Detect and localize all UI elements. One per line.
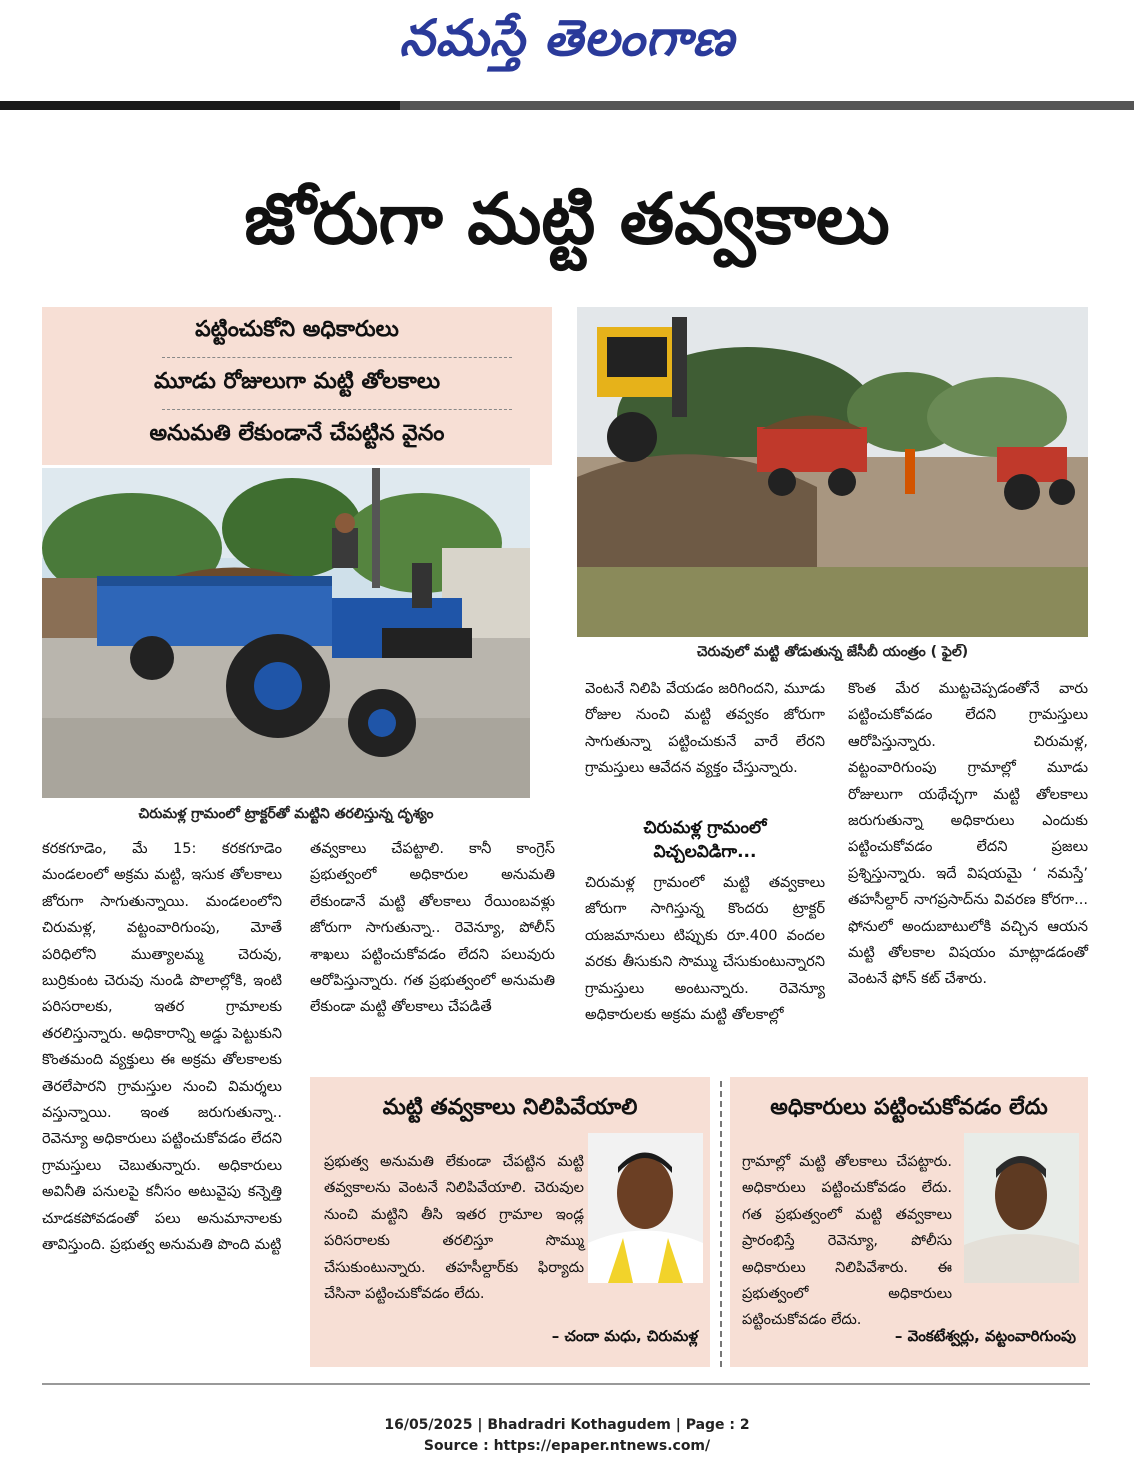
quote-box-2 (730, 1077, 1088, 1367)
subhead-1: పట్టించుకోని అధికారులు (195, 317, 399, 342)
subhead-divider (162, 409, 512, 410)
quote-text-1: ప్రభుత్వ అనుమతి లేకుండా చేపట్టిన మట్టి తవ్వకాలను వెంటనే నిలిపివేయాలి. చెరువుల నుంచి మట్టిని తీసి ఇతర గ్రామాల ఇండ్ల పరిసరాలకు తరలిస్తూ సొమ్ము చేసుకుంటున్నారు. తహసీల్దార్‌కు ఫిర్యాదు చేసినా పట్టించుకోవడం లేదు. (324, 1153, 584, 1303)
column-subheading-line-2: విచ్చలవిడిగా... (653, 842, 757, 862)
article-column-1: కరకగూడెం, మే 15: కరకగూడెం మండలంలో అక్రమ మట్టి, ఇసుక తోలకాలు జోరుగా సాగుతున్నాయి. మండలంలోని చిరుమళ్ల, వట్టంవారిగుంపు, మోతే పరిధిలోని ముత్యాలమ్మ చెరువు, బుర్రికుంట చెరువు నుండి పొలాల్లోకి, ఇంటి పరిసరాలకు, ఇతర గ్రామాలకు తరలిస్తున్నారు. అధికారాన్ని అడ్డు పెట్టుకుని కొంతమంది వ్యక్తులు ఈ అక్రమ తోలకాలకు తెరలేపారని గ్రామస్తుల నుంచి విమర్శలు వస్తున్నాయి. ఇంత జరుగుతున్నా.. రెవెన్యూ అధికారులు పట్టించుకోవడం లేదని గ్రామస్తులు చెబుతున్నారు. అధికారులు అవినీతి పనులపై కనీసం అటువైపు కన్నెత్తి చూడకపోవడంతో పలు అనుమానాలకు తావిస్తుంది. ప్రభుత్వ అనుమతి పొంది మట్టి (42, 840, 282, 1254)
quote-heading-1: మట్టి తవ్వకాలు నిలిపివేయాలి (382, 1095, 638, 1120)
subhead-2: మూడు రోజులుగా మట్టి తోలకాలు (153, 369, 441, 394)
masthead-rule-dark (0, 101, 400, 110)
column-subheading-line-1: చిరుమళ్ల గ్రామంలో (643, 818, 767, 838)
subhead-box (42, 307, 552, 465)
article-column-3a: వెంటనే నిలిపి వేయడం జరిగిందని, మూడు రోజుల నుంచి మట్టి తవ్వకం జోరుగా సాగుతున్నా పట్టించుకునే వారే లేరని గ్రామస్తులు ఆవేదన వ్యక్తం చేస్తున్నారు. (585, 680, 825, 777)
article-column-2: తవ్వకాలు చేపట్టాలి. కానీ కాంగ్రెస్ ప్రభుత్వంలో అధికారుల అనుమతి లేకుండానే మట్టి తోలకాలు రేయింబవళ్లు జోరుగా సాగుతున్నా.. రెవెన్యూ, పోలీస్ శాఖలు పట్టించుకోవడం లేదని పలువురు ఆరోపిస్తున్నారు. గత ప్రభుత్వంలో అనుమతి లేకుండా మట్టి తోలకాలు చేపడితే (310, 840, 555, 1016)
column-subheading (585, 816, 825, 864)
jcb-photo (577, 307, 1088, 637)
photo-caption-left: చిరుమళ్ల గ్రామంలో ట్రాక్టర్‌తో మట్టిని తరలిస్తున్న దృశ్యం (138, 806, 434, 822)
quote-divider (720, 1081, 722, 1367)
headline: జోరుగా మట్టి తవ్వకాలు (244, 178, 890, 260)
quote-signature-2: – వెంకటేశ్వర్లు, వట్టంవారిగుంపు (894, 1327, 1076, 1345)
quote-box-1 (310, 1077, 710, 1367)
article-column-3b: చిరుమళ్ల గ్రామంలో మట్టి తవ్వకాలు జోరుగా సాగిస్తున్న కొందరు ట్రాక్టర్ యజమానులు టిప్పుకు రూ.400 వందల వరకు తీసుకుని సొమ్ము చేసుకుంటున్నారని గ్రామస్తులు అంటున్నారు. రెవెన్యూ అధికారులకు అక్రమ మట్టి తోలకాల్లో (585, 874, 825, 1024)
article-column-4: కొంత మేర ముట్టచెప్పడంతోనే వారు పట్టించుకోవడం లేదని గ్రామస్తులు ఆరోపిస్తున్నారు. చిరుమళ్ల, వట్టంవారిగుంపు గ్రామాల్లో మూడు రోజులుగా యథేచ్ఛగా మట్టి తోలకాలు జరుగుతున్నా అధికారులు ఎందుకు పట్టించుకోవడం లేదని ప్రజలు ప్రశ్నిస్తున్నారు. ఇదే విషయమై ‘ నమస్తే’ తహసీల్దార్ నాగప్రసాద్‌ను వివరణ కోరగా... ఫోనులో అందుబాటులోకి వచ్చిన ఆయన మట్టి తోలకాల విషయం మాట్లాడడంతో వెంటనే ఫోన్ కట్ చేశారు. (848, 680, 1088, 988)
masthead (0, 0, 1134, 100)
tractor-photo (42, 468, 530, 798)
subhead-3: అనుమతి లేకుండానే చేపట్టిన వైనం (149, 421, 445, 446)
quote-signature-1: – చందా మధు, చిరుమళ్ల (551, 1327, 698, 1345)
photo-caption-right: చెరువులో మట్టి తోడుతున్న జేసీబీ యంత్రం ( ఫైల్) (696, 644, 969, 660)
person-photo-1 (588, 1133, 703, 1283)
person-photo-2 (964, 1133, 1079, 1283)
subhead-divider (162, 357, 512, 358)
masthead-rule-grey (400, 101, 1134, 110)
footer-source[interactable]: Source : https://epaper.ntnews.com/ (423, 1438, 711, 1454)
quote-heading-2: అధికారులు పట్టించుకోవడం లేదు (770, 1095, 1048, 1120)
footer-dateline: 16/05/2025 | Bhadradri Kothagudem | Page : 2 (384, 1417, 750, 1433)
newspaper-logo: నమస్తే తెలంగాణ (399, 8, 735, 67)
footer-rule (42, 1383, 1090, 1385)
quote-text-2: గ్రామాల్లో మట్టి తోలకాలు చేపట్టారు. అధికారులు పట్టించుకోవడం లేదు. గత ప్రభుత్వంలో మట్టి తవ్వకాలు ప్రారంభిస్తే రెవెన్యూ, పోలీసు అధికారులు నిలిపివేశారు. ఈ ప్రభుత్వంలో అధికారులు పట్టించుకోవడం లేదు. (742, 1153, 952, 1329)
